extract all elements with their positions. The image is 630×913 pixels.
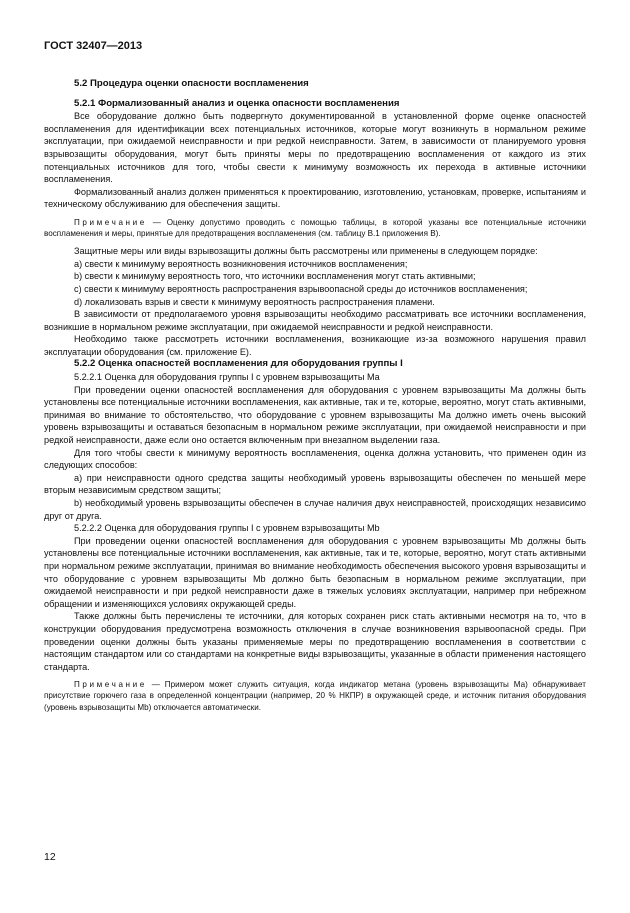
list-item: d) локализовать взрыв и свести к минимуму вероятность распространения пламени. — [74, 296, 435, 307]
subsection-title: 5.2.2.1 Оценка для оборудования группы I с уровнем взрывозащиты Ма — [74, 372, 380, 383]
list-item: b) необходимый уровень взрывозащиты обеспечен в случае наличия двух неисправностей, происходящих независимо друг от друга. — [44, 498, 586, 521]
document-body — [44, 78, 586, 713]
paragraph: В зависимости от предполагаемого уровня взрывозащиты необходимо рассматривать все источники воспламенения, возникшие в нормальном режиме эксплуатации, при ожидаемой неисправности и редкой неисправности. — [44, 309, 586, 332]
note-label: Примечание — [74, 680, 147, 690]
page-number: 12 — [44, 851, 56, 863]
paragraph: Необходимо также рассмотреть источники воспламенения, возникающие из-за возможного нарушения правил эксплуатации оборудования (см. приложение Е). — [44, 334, 586, 357]
list-item: a) свести к минимуму вероятность возникновения источников воспламенения; — [74, 258, 408, 269]
paragraph: Защитные меры или виды взрывозащиты должны быть рассмотрены или применены в следующем порядке: — [74, 246, 538, 257]
paragraph: Для того чтобы свести к минимуму вероятность воспламенения, оценка должна установить, что применен один из следующих способов: — [44, 447, 586, 471]
note-label: Примечание — [74, 217, 147, 227]
paragraph: Также должны быть перечислены те источники, для которых сохранен риск стать активными несмотря на то, что в конструкции оборудования предусмотрена возможность отключения в случае возникновения взрывоопасной среды. При проведении оценки должны быть указаны применяемые меры по предотвращению воспламенения в соответствии с настоящим стандартом или со стандартами на конкретные виды взрывозащиты, указанные в области применения настоящего стандарта. — [44, 611, 586, 672]
paragraph: Формализованный анализ должен применяться к проектированию, изготовлению, установкам, проверке, испытаниям и техническому обслуживанию для обеспечения защиты. — [44, 186, 586, 210]
note-text: — Примером может служить ситуация, когда индикатор метана (уровень взрывозащиты Ма) обнаруживает присутствие горючего газа в определенной концентрации (например, 20 % НКПР) в окружающей среде, и источник питания оборудования (уровень взрывозащиты Mb) отключается автоматически. — [44, 680, 586, 712]
list-item: a) при неисправности одного средства защиты необходимый уровень взрывозащиты обеспечен по меньшей мере вторым независимым средством защиты; — [44, 472, 586, 496]
note — [44, 217, 586, 239]
list-item: b) свести к минимуму вероятность того, что источники воспламенения могут стать активными; — [74, 271, 476, 282]
section-title-5-2-1: 5.2.1 Формализованный анализ и оценка опасности воспламенения — [74, 97, 400, 109]
paragraph: При проведении оценки опасностей воспламенения для оборудования с уровнем взрывозащиты Ма должны быть установлены все потенциальные источники воспламенения, как активные, так и те, которые, вероятно, могут стать активными, принимая во внимание то обстоятельство, что оборудование с уровнем взрывозащиты Ма должно иметь очень высокий уровень взрывозащиты и оставаться безопасным в нормальном режиме эксплуатации, при ожидаемой неисправности и при редкой неисправности, даже если оно остается включенным при внезапном выделении газа. — [44, 384, 586, 446]
subsection-title: 5.2.2.2 Оценка для оборудования группы I с уровнем взрывозащиты Mb — [74, 523, 380, 534]
document-header: ГОСТ 32407—2013 — [44, 40, 143, 52]
paragraph: Все оборудование должно быть подвергнуто документированной в установленной форме оценке опасностей воспламенения для идентификации всех потенциальных источников, которые могут возникнуть в нормальном режиме эксплуатации, при ожидаемой неисправности и при редкой неисправности. Затем, в зависимости от планируемого уровня взрывозащиты оборудования, могут быть приняты меры по предотвращению воспламенения от каждого из этих потенциальных источников для того, чтобы свести к минимуму возможность их перехода в активные источники воспламенения. — [44, 111, 586, 185]
note-text: — Оценку допустимо проводить с помощью таблицы, в которой указаны все потенциальные источники воспламенения и меры, принятые для предотвращения воспламенения (см. таблицу В.1 приложения В). — [44, 217, 586, 239]
paragraph: При проведении оценки опасностей воспламенения для оборудования с уровнем взрывозащиты Mb должны быть установлены все потенциальные источники воспламенения, как активные, так и те, которые, вероятно, могут стать активными при нормальном режиме эксплуатации, принимая во внимание необходимость обеспечения высокого уровня взрывозащиты и что оборудование с уровнем взрывозащиты Mb должно быть безопасным в нормальном режиме эксплуатации, при ожидаемой неисправности и при редкой неисправности даже в тяжелых условиях эксплуатации, например при небрежном обращении и изменяющихся условиях окружающей среды. — [44, 535, 586, 609]
section-title-5-2: 5.2 Процедура оценки опасности воспламенения — [74, 78, 309, 89]
note — [44, 679, 586, 712]
list-item: c) свести к минимуму вероятность распространения взрывоопасной среды до источников воспламенения; — [74, 283, 528, 294]
section-title-5-2-2: 5.2.2 Оценка опасностей воспламенения для оборудования группы I — [74, 358, 403, 370]
